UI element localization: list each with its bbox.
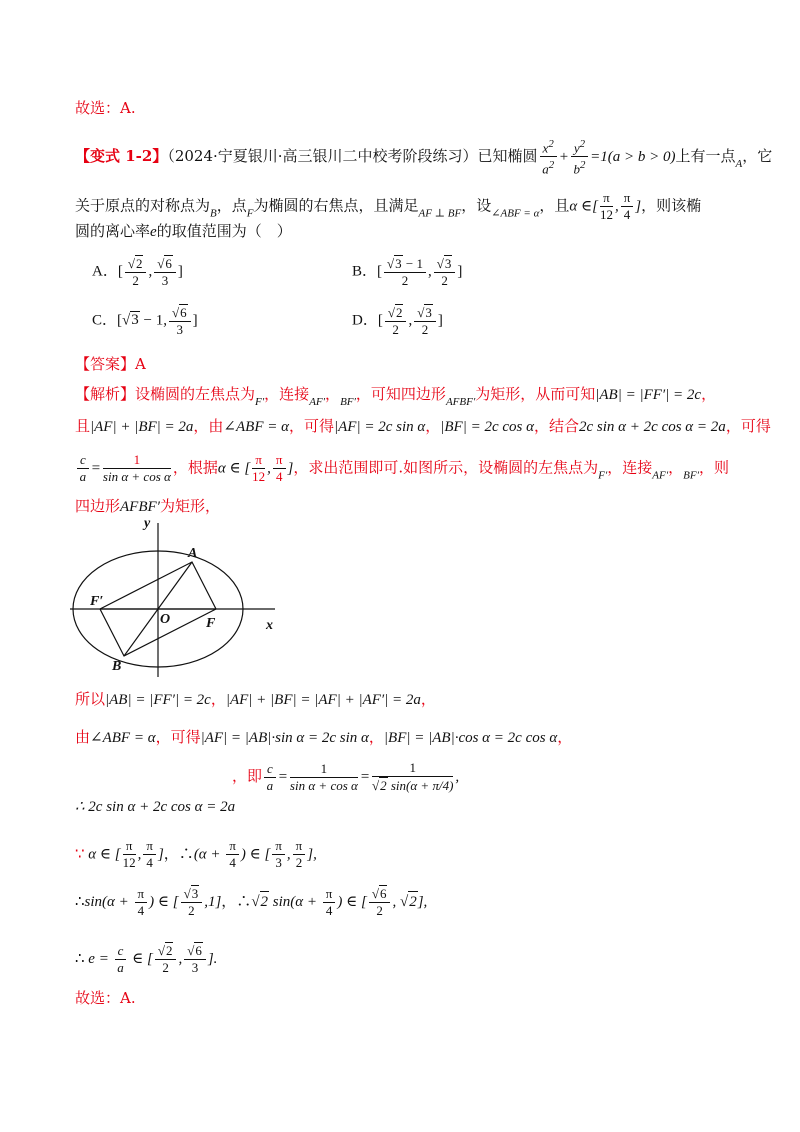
analysis-text: 为矩形，	[159, 497, 220, 515]
step-1	[75, 689, 436, 710]
analysis-text: ，连接	[264, 385, 310, 403]
math-token: AFBF′	[120, 499, 160, 515]
step-4	[75, 796, 235, 817]
alpha-range: α ∈	[569, 198, 593, 215]
step-text: ，	[420, 690, 436, 708]
step-2	[75, 727, 572, 748]
problem-line-3	[75, 221, 292, 242]
comma-it: ，它	[742, 146, 773, 165]
math-token: |AF| + |BF| = 2a	[90, 419, 194, 435]
problem-text: 关于原点的对称点为	[75, 196, 211, 215]
analysis-text: ，可得	[288, 417, 334, 435]
analysis-text: 且	[75, 417, 91, 435]
step-text: 由	[75, 728, 91, 746]
math-token: F′	[255, 396, 265, 408]
label-a: A	[188, 546, 198, 561]
label-fp: F′	[90, 594, 104, 609]
analysis-text: ，	[668, 458, 684, 477]
analysis-tag: 【解析】	[75, 385, 136, 403]
label-o: O	[160, 612, 171, 627]
label-f: F	[206, 616, 216, 631]
analysis-text: ，	[425, 417, 441, 435]
step-text: ，即	[232, 767, 263, 785]
point-b-label: B	[210, 207, 217, 220]
text-after-eq: 上有一点	[675, 146, 736, 165]
math-token: |AF| + |BF| = |AF| + |AF′| = 2a	[225, 692, 421, 708]
analysis-text: ，连接	[607, 458, 653, 477]
option-a: A．[ $\frac{√2}{2}$ , $\frac{√6}{3}$ ]	[92, 256, 183, 288]
problem-text: ，点	[216, 196, 247, 215]
math-token: AF′	[652, 469, 669, 482]
math-token: BF′	[683, 469, 700, 482]
step-text: ，	[368, 728, 384, 746]
math-token: |AF| = |AB|·sin α = 2c sin α	[200, 730, 369, 746]
math-token: |AB| = |FF′| = 2c	[595, 387, 702, 403]
math-token: 2c sin α + 2c cos α = 2a	[579, 419, 726, 435]
math-token: ∠ABF = α	[90, 730, 156, 746]
point-a-label: A	[735, 157, 743, 170]
problem-text: ，设	[461, 196, 492, 215]
option-b: B．[ $\frac{√3 - 1}{2}$ , $\frac{√3}{2}$ ]	[352, 256, 463, 288]
step-text: ∴	[75, 892, 85, 910]
math-token: |BF| = 2c cos α	[440, 419, 534, 435]
problem-text: ，且	[539, 196, 570, 215]
step-text: ，	[557, 728, 573, 746]
angle-def: ∠ABF = α	[491, 207, 540, 220]
option-d-label: D．	[352, 312, 378, 329]
math-token: ∴ 2c sin α + 2c cos α = 2a	[75, 799, 236, 815]
analysis-text: ，	[701, 385, 717, 403]
bottom-conclusion: 故选：A.	[75, 989, 136, 1007]
analysis-text: ，可知四边形	[355, 385, 446, 403]
analysis-text: ，求出范围即可.如图所示，设椭圆的左焦点为	[293, 458, 599, 477]
analysis-text: 设椭圆的左焦点为	[135, 385, 256, 403]
step-text: ，∴	[163, 844, 194, 863]
problem-text: 为椭圆的右焦点，且满足	[253, 196, 419, 215]
e-symbol: e	[150, 224, 157, 240]
analysis-text: 为矩形，从而可知	[475, 385, 596, 403]
step-text: 所以	[75, 690, 106, 708]
option-c: C．[√3 − 1, $\frac{√6}{3}$ ]	[92, 305, 198, 337]
problem-text: 的取值范围为（ ）	[156, 222, 292, 240]
perp-condition: AF ⊥ BF	[418, 207, 462, 220]
step-text: ，可得	[155, 728, 201, 746]
analysis-text: ，根据	[172, 458, 218, 477]
frac-y2-b2: $\frac{y^2}{b^2}$	[571, 136, 588, 178]
math-token: ∠ABF = α	[223, 419, 289, 435]
math-token: AFBF′	[445, 396, 476, 408]
analysis-line-1	[75, 384, 716, 412]
problem-tag: 【变式 1-2】	[75, 146, 168, 165]
step-6: ∴sin(α + $\frac{\pi}{4}$ ) ∈ [ $\frac{√3}{2}$ ,1]，∴√2 sin(α + $\frac{\pi}{4}$ ) ∈ [ $\frac{√6}{2}$ , √2],	[75, 885, 428, 918]
step-7: ∴ e = $\frac{c}{a}$ ∈ [ $\frac{√2}{2}$ , $\frac{√6}{3}$ ].	[75, 942, 218, 975]
analysis-line-3: $\frac{c}{a}$ = $\frac{1}{\text{sin α + cos α}}$ ，根据α ∈ [ $\frac{\pi}{12}$ , $\frac{\pi}{4}$ ]，求出范围即可.如图所示，设椭圆的左焦点为$_{F'}$，连接$_{AF'}$，$_{BF'}$，则	[75, 452, 729, 486]
answer: 【答案】A	[75, 355, 146, 373]
step-5: ∵ α ∈ [ $\frac{\pi}{12}$ , $\frac{\pi}{4}$ ]，∴(α + $\frac{\pi}{4}$ ) ∈ [ $\frac{\pi}{3}$ , $\frac{\pi}{2}$ ],	[75, 838, 317, 870]
option-b-label: B．	[352, 263, 378, 280]
math-token: |AF| = 2c sin α	[334, 419, 426, 435]
analysis-text: ，结合	[533, 417, 579, 435]
analysis-line-4	[75, 496, 220, 517]
analysis-line-2	[75, 416, 771, 437]
analysis-text: ，	[325, 385, 341, 403]
option-c-label: C．	[92, 312, 118, 329]
step-text: ，	[210, 690, 226, 708]
step-text: ∵	[75, 844, 85, 863]
analysis-text: 四边形	[75, 497, 121, 515]
top-conclusion: 故选：A.	[75, 99, 136, 117]
ellipse-condition: =1(a > b > 0)	[590, 148, 676, 165]
math-token: BF′	[340, 396, 356, 408]
option-d: D．[ $\frac{√2}{2}$ , $\frac{√3}{2}$ ]	[352, 305, 443, 337]
step-text: ，∴	[221, 892, 252, 910]
problem-text: ，则该椭	[641, 196, 702, 215]
problem-source: （2024·宁夏银川·高三银川二中校考阶段练习）已知椭圆	[167, 146, 538, 165]
frac-x2-a2: $\frac{x^2}{a^2}$	[540, 136, 557, 178]
step-text: ∴	[75, 949, 85, 967]
option-a-label: A．	[92, 263, 118, 280]
label-y: y	[144, 516, 151, 531]
point-f-label: F	[246, 207, 254, 220]
analysis-text: ，由	[193, 417, 224, 435]
math-token: F′	[598, 469, 608, 482]
ellipse-figure	[70, 515, 290, 680]
math-token: AF′	[309, 396, 326, 408]
math-token: |BF| = |AB|·cos α = 2c cos α	[383, 730, 558, 746]
problem-line-1: 【变式 1-2】（2024·宁夏银川·高三银川二中校考阶段练习）已知椭圆 $\frac{x^2}{a^2}$ + $\frac{y^2}{b^2}$ =1(a > b > 0)上有一点$_A$，它	[75, 138, 773, 177]
analysis-text: ，可得	[725, 417, 771, 435]
analysis-text: ，则	[699, 458, 730, 477]
problem-line-2: 关于原点的对称点为$_B$，点$_F$为椭圆的右焦点，且满足$_{AF \perp BF}$，设$_{\angle ABF = \alpha}$，且α ∈[ $\frac{\pi}{12}$ , $\frac{\pi}{4}$ ]，则该椭	[75, 190, 702, 222]
math-token: |AB| = |FF′| = 2c	[105, 692, 211, 708]
step-3: ，即 $\frac{c}{a}$ = $\frac{1}{\text{sin α + cos α}}$ = $\frac{1}{√2 \sin(\alpha + \pi/4)}$ ,	[232, 760, 460, 793]
label-x: x	[266, 618, 273, 633]
label-b: B	[112, 659, 122, 674]
problem-text: 圆的离心率	[75, 222, 151, 240]
